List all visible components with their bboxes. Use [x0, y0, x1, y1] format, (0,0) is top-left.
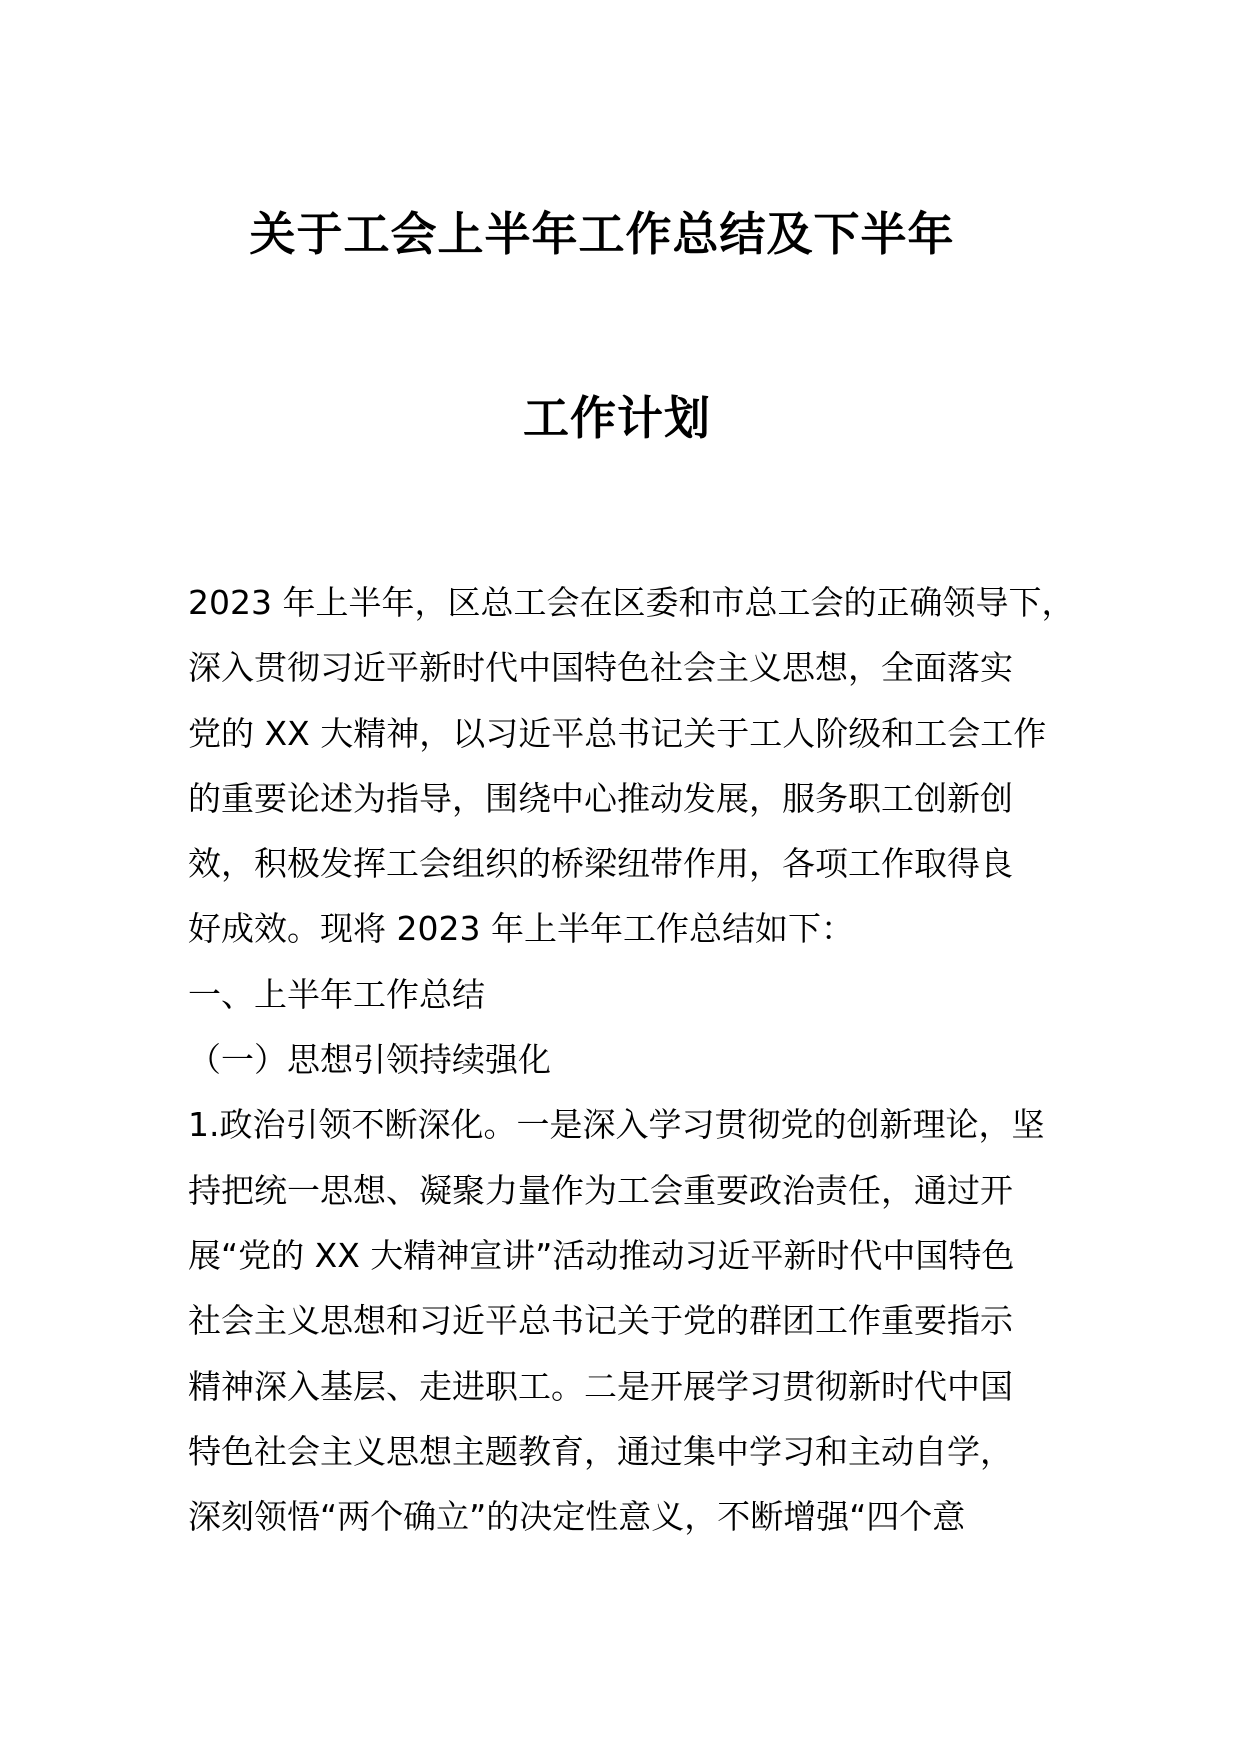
- body-line: 社会主义思想和习近平总书记关于党的群团工作重要指示: [188, 1301, 1013, 1341]
- body-line: 党的 XX 大精神，以习近平总书记关于工人阶级和工会工作: [188, 713, 1047, 753]
- subsection-heading: （一）思想引领持续强化: [188, 1040, 551, 1080]
- body-line: 的重要论述为指导，围绕中心推动发展，服务职工创新创: [188, 778, 1013, 818]
- document-title-line-2: 工作计划: [523, 391, 711, 445]
- body-line: 展“党的 XX 大精神宣讲”活动推动习近平新时代中国特色: [188, 1235, 1015, 1275]
- body-line: 持把统一思想、凝聚力量作为工会重要政治责任，通过开: [188, 1170, 1013, 1210]
- body-line: 特色社会主义思想主题教育，通过集中学习和主动自学，: [188, 1431, 1013, 1471]
- section-heading: 一、上半年工作总结: [188, 974, 485, 1014]
- body-line: 好成效。现将 2023 年上半年工作总结如下：: [188, 909, 854, 949]
- body-line: 效，积极发挥工会组织的桥梁纽带作用，各项工作取得良: [188, 844, 1013, 884]
- document-body: [188, 570, 1088, 1549]
- document-title-line-1: 关于工会上半年工作总结及下半年: [249, 207, 955, 261]
- body-line: 深刻领悟“两个确立”的决定性意义，不断增强“四个意: [188, 1497, 966, 1537]
- body-line: 精神深入基层、走进职工。二是开展学习贯彻新时代中国: [188, 1366, 1013, 1406]
- body-line: 2023 年上半年，区总工会在区委和市总工会的正确领导下，: [188, 583, 1075, 622]
- body-line: 深入贯彻习近平新时代中国特色社会主义思想，全面落实: [188, 648, 1013, 688]
- body-line: 1.政治引领不断深化。一是深入学习贯彻党的创新理论，坚: [188, 1105, 1045, 1145]
